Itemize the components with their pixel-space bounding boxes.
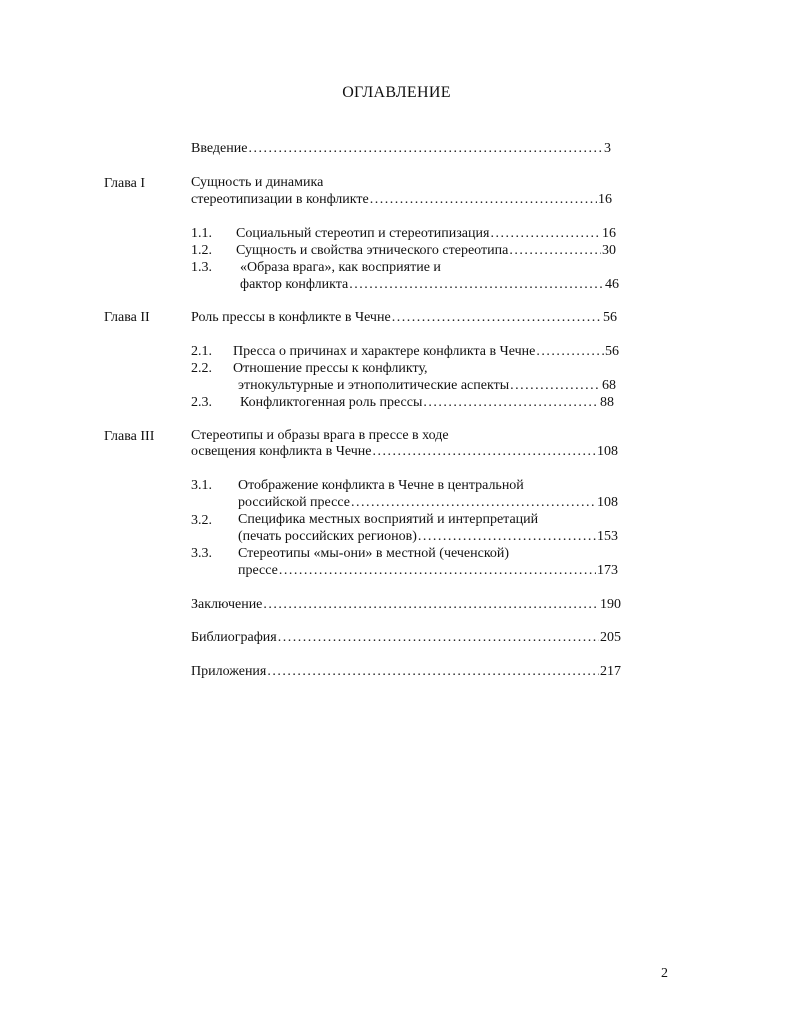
chapter-title-line: Стереотипы и образы врага в прессе в ходе <box>191 428 449 443</box>
leader-dots <box>349 276 604 293</box>
leader-dots <box>372 443 596 460</box>
toc-entry-text: этнокультурные и этнополитические аспекты <box>238 378 510 393</box>
section-number: 3.2. <box>191 513 212 528</box>
page-title: ОГЛАВЛЕНИЕ <box>342 84 451 101</box>
toc-entry-section <box>238 562 618 579</box>
section-number: 2.3. <box>191 395 212 410</box>
leader-dots <box>536 343 604 360</box>
leader-dots <box>370 191 597 208</box>
chapter-title-line: освещения конфликта в Чечне <box>191 444 372 459</box>
section-number: 3.1. <box>191 478 212 493</box>
section-number: 1.1. <box>191 226 212 241</box>
page-number: 2 <box>661 966 668 981</box>
toc-entry-section <box>236 225 616 242</box>
chapter-title-line: стереотипизации в конфликте <box>191 192 369 207</box>
toc-entry-page: 205 <box>600 630 621 645</box>
toc-entry-intro <box>191 140 611 157</box>
leader-dots <box>263 596 599 613</box>
chapter-label: Глава I <box>104 176 146 191</box>
toc-entry-text: российской прессе <box>238 495 350 510</box>
toc-entry-page: 108 <box>597 495 618 510</box>
section-number: 2.2. <box>191 361 212 376</box>
toc-entry-text: «Образа врага», как восприятие и <box>240 260 441 275</box>
toc-entry-text: Социальный стереотип и стереотипизация <box>236 226 490 241</box>
leader-dots <box>423 394 599 411</box>
toc-entry-page: 88 <box>600 395 614 410</box>
toc-entry-page: 16 <box>598 192 612 207</box>
leader-dots <box>279 562 596 579</box>
leader-dots <box>351 494 596 511</box>
toc-entry-text: Конфликтогенная роль прессы <box>240 395 423 410</box>
toc-entry-page: 173 <box>597 563 618 578</box>
toc-entry-text: Пресса о причинах и характере конфликта в Чечне <box>233 344 536 359</box>
toc-entry-text: Отображение конфликта в Чечне в центральной <box>238 478 524 493</box>
toc-entry-text: Стереотипы «мы-они» в местной (чеченской) <box>238 546 510 561</box>
toc-entry-appendix <box>191 663 621 680</box>
toc-entry-page: 108 <box>597 444 618 459</box>
chapter-title-line: Роль прессы в конфликте в Чечне <box>191 310 391 325</box>
toc-entry-text: Введение <box>191 141 248 156</box>
toc-entry-section <box>236 242 616 259</box>
section-number: 1.2. <box>191 243 212 258</box>
toc-entry-page: 56 <box>603 310 617 325</box>
leader-dots <box>509 242 601 259</box>
leader-dots <box>248 140 603 157</box>
toc-entry-chapter-1 <box>191 191 612 208</box>
toc-entry-text: Отношение прессы к конфликту, <box>233 361 428 376</box>
section-number: 3.3. <box>191 546 212 561</box>
toc-entry-section <box>240 276 619 293</box>
toc-entry-section <box>233 343 619 360</box>
toc-entry-bibliography <box>191 629 621 646</box>
toc-entry-text: Специфика местных восприятий и интерпретаций <box>238 512 539 527</box>
toc-entry-page: 30 <box>602 243 616 258</box>
toc-entry-page: 217 <box>600 664 621 679</box>
section-number: 1.3. <box>191 260 212 275</box>
toc-entry-text: Библиография <box>191 630 277 645</box>
toc-entry-page: 153 <box>597 529 618 544</box>
chapter-label: Глава II <box>104 310 150 325</box>
leader-dots <box>418 528 596 545</box>
toc-entry-section <box>238 494 618 511</box>
toc-entry-page: 46 <box>605 277 619 292</box>
toc-entry-text: Приложения <box>191 664 267 679</box>
toc-entry-section <box>238 377 616 394</box>
toc-entry-page: 190 <box>600 597 621 612</box>
leader-dots <box>510 377 601 394</box>
chapter-title-line: Сущность и динамика <box>191 175 324 190</box>
section-number: 2.1. <box>191 344 212 359</box>
toc-entry-text: Сущность и свойства этнического стереотипа <box>236 243 509 258</box>
leader-dots <box>392 309 602 326</box>
toc-entry-text: Заключение <box>191 597 263 612</box>
leader-dots <box>490 225 601 242</box>
chapter-label: Глава III <box>104 429 155 444</box>
toc-entry-text: фактор конфликта <box>240 277 349 292</box>
toc-entry-page: 68 <box>602 378 616 393</box>
toc-entry-section <box>238 528 618 545</box>
toc-entry-page: 56 <box>605 344 619 359</box>
toc-entry-page: 3 <box>604 141 611 156</box>
toc-entry-chapter-3 <box>191 443 618 460</box>
toc-entry-text: прессе <box>238 563 278 578</box>
toc-entry-page: 16 <box>602 226 616 241</box>
leader-dots <box>267 663 599 680</box>
leader-dots <box>278 629 599 646</box>
toc-entry-conclusion <box>191 596 621 613</box>
toc-entry-chapter-2 <box>191 309 617 326</box>
toc-entry-section <box>240 394 614 411</box>
toc-entry-text: (печать российских регионов) <box>238 529 417 544</box>
